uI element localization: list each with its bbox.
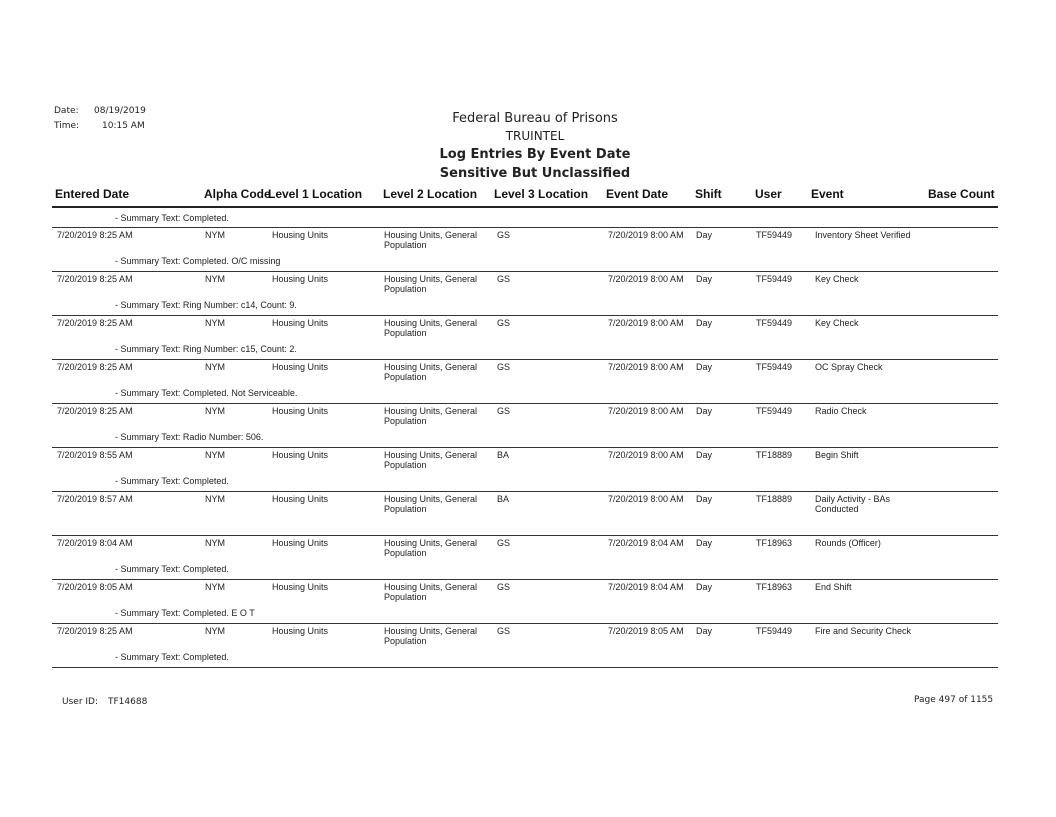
cell-level2: Housing Units, General Population: [384, 274, 478, 294]
cell-alpha-code: NYM: [205, 406, 225, 416]
cell-level2: Housing Units, General Population: [384, 450, 478, 470]
cell-level3: GS: [497, 274, 511, 284]
cell-event-date: 7/20/2019 8:05 AM: [608, 626, 684, 636]
cell-user: TF18963: [756, 582, 793, 592]
cell-event: End Shift: [815, 582, 852, 592]
row-divider: [52, 403, 998, 404]
cell-event: Inventory Sheet Verified: [815, 230, 911, 240]
page-number: Page 497 of 1155: [914, 695, 994, 705]
cell-shift: Day: [696, 538, 713, 548]
cell-level1: Housing Units: [272, 538, 329, 548]
col-level2: Level 2 Location: [383, 187, 478, 201]
cell-entered-date: 7/20/2019 8:57 AM: [57, 494, 133, 504]
col-base-count: Base Count: [928, 187, 995, 201]
cell-entered-date: 7/20/2019 8:25 AM: [57, 318, 133, 328]
cell-entered-date: 7/20/2019 8:55 AM: [57, 450, 133, 460]
cell-level3: GS: [497, 362, 511, 372]
cell-alpha-code: NYM: [205, 274, 225, 284]
col-user: User: [755, 187, 782, 201]
cell-level3: GS: [497, 626, 511, 636]
row-divider: [52, 447, 998, 448]
col-alpha-code: Alpha Code: [204, 187, 271, 201]
cell-level1: Housing Units: [272, 582, 329, 592]
cell-level3: BA: [497, 450, 510, 460]
cell-level3: GS: [497, 230, 511, 240]
cell-shift: Day: [696, 406, 713, 416]
cell-level3: GS: [497, 406, 511, 416]
cell-event: Fire and Security Check: [815, 626, 912, 636]
cell-level2: Housing Units, General Population: [384, 362, 478, 382]
cell-shift: Day: [696, 626, 713, 636]
cell-event: OC Spray Check: [815, 362, 883, 372]
col-event-date: Event Date: [606, 187, 669, 201]
report-title: Log Entries By Event Date: [439, 147, 631, 162]
cell-shift: Day: [696, 362, 713, 372]
cell-shift: Day: [696, 450, 713, 460]
cell-entered-date: 7/20/2019 8:25 AM: [57, 274, 133, 284]
cell-level1: Housing Units: [272, 406, 329, 416]
cell-level1: Housing Units: [272, 274, 329, 284]
system-name: TRUINTEL: [505, 129, 565, 143]
cell-entered-date: 7/20/2019 8:25 AM: [57, 230, 133, 240]
cell-level1: Housing Units: [272, 450, 329, 460]
cell-alpha-code: NYM: [205, 538, 225, 548]
cell-level2: Housing Units, General Population: [384, 494, 478, 514]
cell-event-date: 7/20/2019 8:00 AM: [608, 406, 684, 416]
row-divider: [52, 359, 998, 360]
row-summary: - Summary Text: Completed. E O T: [115, 608, 255, 618]
row-divider: [52, 491, 998, 492]
cell-alpha-code: NYM: [205, 626, 225, 636]
cell-user: TF18889: [756, 450, 793, 460]
time-label: Time:: [54, 121, 80, 131]
classification-label: Sensitive But Unclassified: [439, 166, 631, 181]
cell-entered-date: 7/20/2019 8:04 AM: [57, 538, 133, 548]
cell-shift: Day: [696, 494, 713, 504]
cell-event-date: 7/20/2019 8:00 AM: [608, 230, 684, 240]
row-divider: [52, 315, 998, 316]
cell-alpha-code: NYM: [205, 494, 225, 504]
col-level1: Level 1 Location: [268, 187, 363, 201]
cell-alpha-code: NYM: [205, 582, 225, 592]
row-summary: - Summary Text: Ring Number: c15, Count: 2.: [115, 344, 297, 354]
cell-event: Key Check: [815, 318, 859, 328]
cell-event: Key Check: [815, 274, 859, 284]
agency-title: Federal Bureau of Prisons: [452, 111, 618, 126]
cell-level1: Housing Units: [272, 494, 329, 504]
top-summary: - Summary Text: Completed.: [115, 213, 229, 223]
cell-user: TF59449: [756, 362, 793, 372]
cell-event-date: 7/20/2019 8:00 AM: [608, 318, 684, 328]
date-label: Date:: [54, 106, 79, 116]
cell-shift: Day: [696, 274, 713, 284]
cell-level1: Housing Units: [272, 362, 329, 372]
col-level3: Level 3 Location: [494, 187, 589, 201]
cell-level3: GS: [497, 318, 511, 328]
cell-user: TF59449: [756, 406, 793, 416]
cell-shift: Day: [696, 582, 713, 592]
cell-level2: Housing Units, General Population: [384, 230, 478, 250]
cell-level2: Housing Units, General Population: [384, 582, 478, 602]
cell-level2: Housing Units, General Population: [384, 626, 478, 646]
cell-event-date: 7/20/2019 8:04 AM: [608, 582, 684, 592]
user-id-label: User ID:: [62, 697, 98, 707]
col-event: Event: [811, 187, 844, 201]
cell-entered-date: 7/20/2019 8:05 AM: [57, 582, 133, 592]
row-summary: - Summary Text: Radio Number: 506.: [115, 432, 264, 442]
row-divider: [52, 667, 998, 668]
cell-event-date: 7/20/2019 8:00 AM: [608, 274, 684, 284]
time-value: 10:15 AM: [102, 121, 145, 131]
cell-event: Begin Shift: [815, 450, 859, 460]
row-divider: [52, 623, 998, 624]
cell-level2: Housing Units, General Population: [384, 318, 478, 338]
col-shift: Shift: [695, 187, 722, 201]
cell-level3: GS: [497, 582, 511, 592]
cell-shift: Day: [696, 230, 713, 240]
cell-event-date: 7/20/2019 8:00 AM: [608, 362, 684, 372]
cell-user: TF59449: [756, 626, 793, 636]
cell-alpha-code: NYM: [205, 450, 225, 460]
cell-level1: Housing Units: [272, 230, 329, 240]
cell-level2: Housing Units, General Population: [384, 406, 478, 426]
cell-level1: Housing Units: [272, 318, 329, 328]
cell-alpha-code: NYM: [205, 230, 225, 240]
row-summary: - Summary Text: Ring Number: c14, Count: 9.: [115, 300, 297, 310]
cell-entered-date: 7/20/2019 8:25 AM: [57, 406, 133, 416]
cell-alpha-code: NYM: [205, 362, 225, 372]
row-divider: [52, 579, 998, 580]
cell-user: TF18889: [756, 494, 793, 504]
user-id-value: TF14688: [108, 697, 148, 707]
cell-user: TF18963: [756, 538, 793, 548]
cell-entered-date: 7/20/2019 8:25 AM: [57, 626, 133, 636]
cell-level3: BA: [497, 494, 510, 504]
cell-event-date: 7/20/2019 8:04 AM: [608, 538, 684, 548]
cell-event-date: 7/20/2019 8:00 AM: [608, 494, 684, 504]
cell-user: TF59449: [756, 274, 793, 284]
date-value: 08/19/2019: [94, 106, 146, 116]
cell-level1: Housing Units: [272, 626, 329, 636]
row-divider: [52, 535, 998, 536]
row-summary: - Summary Text: Completed.: [115, 564, 229, 574]
cell-user: TF59449: [756, 318, 793, 328]
cell-shift: Day: [696, 318, 713, 328]
cell-event: Rounds (Officer): [815, 538, 881, 548]
row-summary: - Summary Text: Completed. O/C missing: [115, 256, 281, 266]
cell-event: Radio Check: [815, 406, 867, 416]
row-summary: - Summary Text: Completed.: [115, 476, 229, 486]
cell-event-date: 7/20/2019 8:00 AM: [608, 450, 684, 460]
row-summary: - Summary Text: Completed.: [115, 652, 229, 662]
row-divider: [52, 227, 998, 228]
cell-level2: Housing Units, General Population: [384, 538, 478, 558]
cell-user: TF59449: [756, 230, 793, 240]
cell-entered-date: 7/20/2019 8:25 AM: [57, 362, 133, 372]
header-rule: [52, 206, 998, 208]
row-divider: [52, 271, 998, 272]
col-entered-date: Entered Date: [55, 187, 130, 201]
cell-level3: GS: [497, 538, 511, 548]
cell-event: Daily Activity - BAs Conducted: [815, 494, 891, 514]
cell-alpha-code: NYM: [205, 318, 225, 328]
row-summary: - Summary Text: Completed. Not Serviceable.: [115, 388, 298, 398]
